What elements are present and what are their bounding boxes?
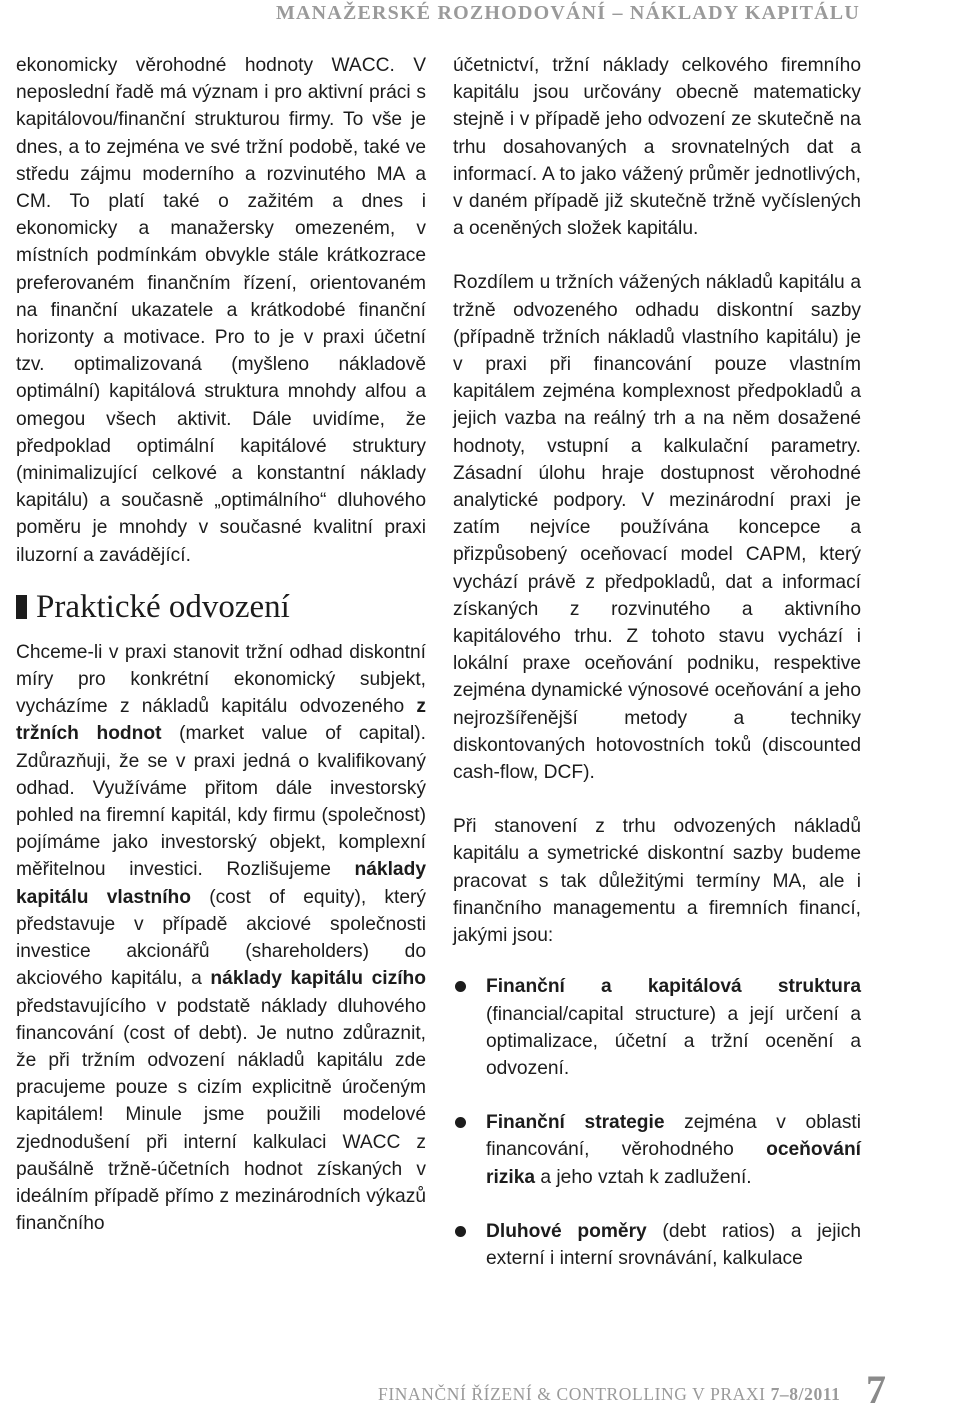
bold-term: Finanční a kapitálová struktura xyxy=(486,976,861,998)
bold-term: náklady kapitálu vlastního xyxy=(16,859,426,908)
issue-number: 7–8/2011 xyxy=(770,1384,841,1404)
paragraph: Při stanovení z trhu odvozených nákladů kapitálu a symetrické diskontní sazby budeme pracovat s tak důležitými termíny MA, ale i finančního managementu a firemních financí, jakými jsou: xyxy=(453,816,861,947)
section-title: Praktické odvození xyxy=(36,588,290,625)
list-item xyxy=(453,973,861,1082)
text-run: Chceme-li v praxi stanovit tržní odhad diskontní míry pro konkrétní ekonomický subjekt, vycházíme z nákladů kapitálu odvozeného xyxy=(16,641,426,718)
text-run: (market value of capital). Zdůrazňuji, že se v praxi jedná o kvalifikovaný odhad. Využíváme přitom dále investorský pohled na firemní kapitál, kdy firmu (společnost) pojímáme jako investorský objekt, komplexní měřitelnou investici. Rozlišujeme xyxy=(16,723,426,881)
bold-term: oceňování rizika xyxy=(486,1139,861,1188)
section-heading xyxy=(16,587,426,627)
bullet-icon xyxy=(455,981,466,992)
text-run: (cost of equity), který představuje v případě akciové společnosti investice akcionářů (shareholders) do akciového kapitálu, a xyxy=(16,886,426,990)
paragraph: ekonomicky věrohodné hodnoty WACC. V neposlední řadě má význam i pro aktivní práci s kapitálovou/finanční strukturou firmy. To vše je dnes, a to zejména ve své tržní podobě, také ve středu zájmu moderního a rozvinutého MA a CM. To platí také o zažitém a dnes i ekonomicky a manažersky omezeném, v místních podmínkám obvykle stále krátkozrace preferovaném finančním řízení, orientovaném na finanční ukazatele a krátkodobé finanční horizonty a motivace. Pro to je v praxi účetní tzv. optimalizovaná (myšleno nákladově optimální) kapitálová struktura mnohdy alfou a omegou všech aktivit. Dále uvidíme, že předpoklad optimální kapitálové struktury (minimalizující celkové a konstantní náklady kapitálu) a současně „optimálního“ dluhového poměru je mnohdy v současné kvalitní praxi iluzorní a zavádějící. xyxy=(16,55,426,566)
bold-term: náklady kapitálu cizího xyxy=(210,968,427,990)
text-run: (debt ratios) a jejich externí i interní srovnávání, kalkulace xyxy=(486,1220,861,1269)
bullet-icon xyxy=(455,1226,466,1237)
running-header: MANAŽERSKÉ ROZHODOVÁNÍ – NÁKLADY KAPITÁLU xyxy=(275,2,860,24)
text-run: a jeho vztah k zadlužení. xyxy=(535,1166,752,1188)
text-run: zejména v oblasti financování, věrohodného xyxy=(486,1112,862,1161)
bullet-list xyxy=(453,973,861,1272)
text-run: (financial/capital structure) a její určení a optimalizace, účetní a tržní ocenění a odvození. xyxy=(486,1003,861,1079)
text-run: představujícího v podstatě náklady dluhového financování (cost of debt). Je nutno zdůraznit, že při tržním odvození nákladů kapitálu zde pracujeme pouze s cizím explicitně úročeným kapitálem! Minule jsme použili modelové zjednodušení při interní kalkulaci WACC z paušálně tržně-účetních hodnot získaných v ideálním případě přímo z mezinárodních výkazů finančního xyxy=(16,995,426,1235)
right-column xyxy=(453,52,861,1299)
list-item xyxy=(453,1109,861,1191)
journal-name: FINANČNÍ ŘÍZENÍ & CONTROLLING V PRAXI xyxy=(378,1384,766,1404)
paragraph: Rozdílem u tržních vážených nákladů kapitálu a tržně odvozeného odhadu diskontní sazby (případně tržních nákladů vlastního kapitálu) je v praxi při financování pouze vlastním kapitálem zejména komplexnost předpokladů a jejich vazba na reálný trh a na něm dosažené hodnoty, vstupní a kalkulační parametry. Zásadní úlohu hraje dostupnost věrohodné analytické podpory. V mezinárodní praxi je zatím nejvíce používána koncepce a přizpůsobený oceňovací model CAPM, který vychází právě z předpokladů, dat a informací získaných z rozvinutého a aktivního kapitálového trhu. Z tohoto stavu vychází i lokální praxe oceňování podniku, respektive zejména dynamické výnosové oceňování a jeho nejrozšířenější metody a techniky diskontovaných hotovostních toků (discounted cash-flow, DCF). xyxy=(453,272,861,784)
list-item xyxy=(453,1218,861,1272)
bold-term: z tržních hodnot xyxy=(16,696,426,745)
page-number: 7 xyxy=(866,1367,886,1412)
bullet-icon xyxy=(455,1117,466,1128)
footer xyxy=(378,1384,841,1405)
bold-term: Finanční strategie xyxy=(486,1112,665,1134)
left-column xyxy=(16,52,426,1237)
paragraph: účetnictví, tržní náklady celkového firemního kapitálu jsou určovány obecně matematicky stejně i v případě jeho odvození ze skutečně na trhu dosahovaných a srovnatelných dat a informací. A to jako vážený průměr jednotlivých, v daném případě již skutečně tržně vyčíslených a oceněných složek kapitálu. xyxy=(453,55,861,240)
paragraph xyxy=(16,639,426,1237)
bold-term: Dluhové poměry xyxy=(486,1220,647,1242)
heading-square-icon xyxy=(16,595,27,619)
